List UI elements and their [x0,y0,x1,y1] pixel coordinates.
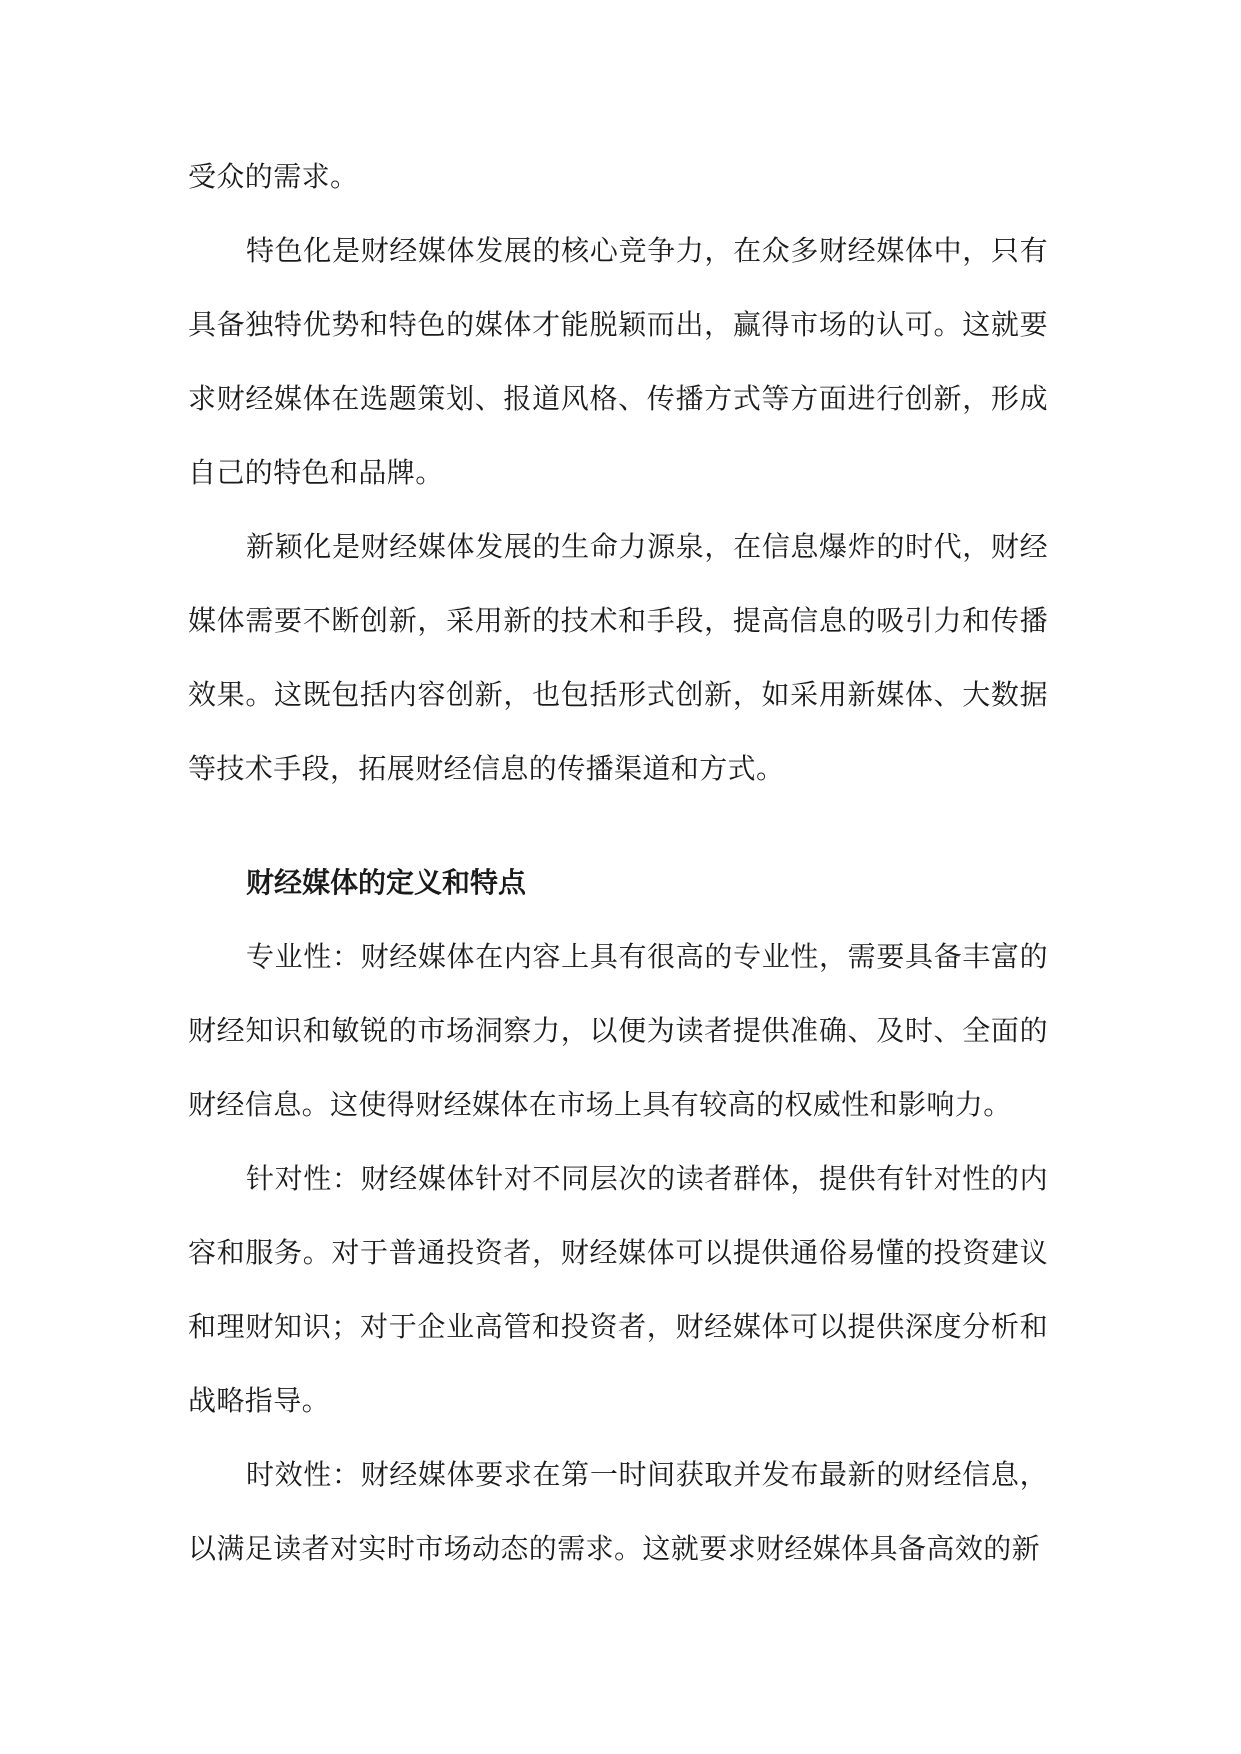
section-heading: 财经媒体的定义和特点 [246,866,527,899]
paragraph-targeting: 针对性：财经媒体针对不同层次的读者群体，提供有针对性的内容和服务。对于普通投资者，财经媒体可以提供通俗易懂的投资建议和理财知识；对于企业高管和投资者，财经媒体可以提供深度分析和战略指导。 [188,1162,1048,1417]
document-body [188,140,1048,1586]
paragraph-continuation: 受众的需求。 [188,160,359,193]
paragraph-timeliness: 时效性：财经媒体要求在第一时间获取并发布最新的财经信息，以满足读者对实时市场动态的需求。这就要求财经媒体具备高效的新 [188,1458,1048,1565]
paragraph-professionalism: 专业性：财经媒体在内容上具有很高的专业性，需要具备丰富的财经知识和敏锐的市场洞察力，以便为读者提供准确、及时、全面的财经信息。这使得财经媒体在市场上具有较高的权威性和影响力。 [188,940,1048,1121]
paragraph-novelty: 新颖化是财经媒体发展的生命力源泉，在信息爆炸的时代，财经媒体需要不断创新，采用新的技术和手段，提高信息的吸引力和传播效果。这既包括内容创新，也包括形式创新，如采用新媒体、大数据等技术手段，拓展财经信息的传播渠道和方式。 [188,530,1048,785]
paragraph-distinctiveness: 特色化是财经媒体发展的核心竞争力，在众多财经媒体中，只有具备独特优势和特色的媒体才能脱颖而出，赢得市场的认可。这就要求财经媒体在选题策划、报道风格、传播方式等方面进行创新，形成自己的特色和品牌。 [188,234,1048,489]
